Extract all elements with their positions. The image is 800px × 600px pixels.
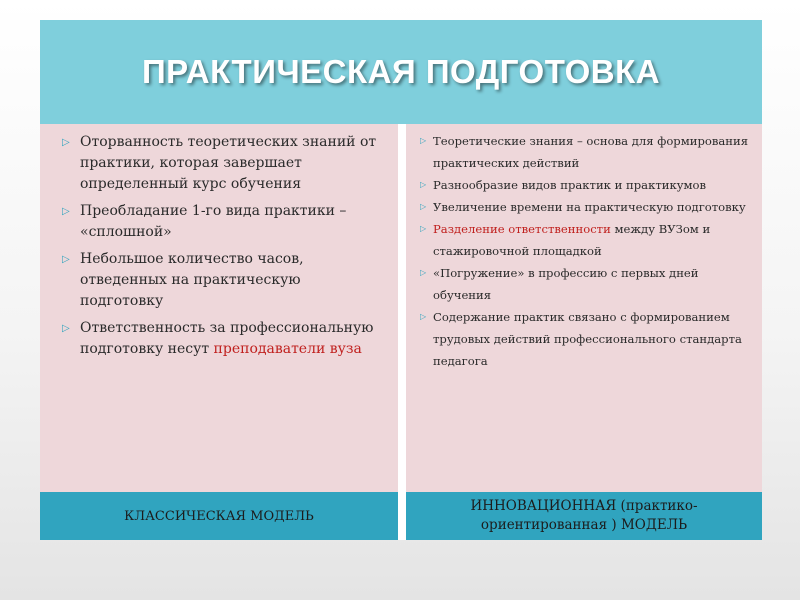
- innovative-model-label: [406, 492, 762, 540]
- list-item-text: Преобладание 1-го вида практики – «сплошной»: [80, 203, 347, 240]
- bullet-icon: ▷: [420, 312, 427, 321]
- footer-label: КЛАССИЧЕСКАЯ МОДЕЛЬ: [124, 508, 314, 524]
- list-item: [420, 262, 754, 306]
- list-item-text: Теоретические знания – основа для формирования практических действий: [433, 134, 749, 170]
- list-item-text: Ответственность за профессиональную подготовку несут: [80, 320, 374, 357]
- list-item: [420, 306, 754, 372]
- list-item-text: Небольшое количество часов, отведенных на практическую подготовку: [80, 251, 304, 309]
- list-item: [62, 249, 388, 312]
- bullet-icon: ▷: [420, 202, 427, 211]
- title-banner: [40, 20, 762, 124]
- highlighted-text: Разделение ответственности: [433, 222, 611, 236]
- list-item: [62, 132, 388, 195]
- classic-model-panel: [40, 124, 398, 492]
- list-item: [420, 196, 754, 218]
- footer-label: ИННОВАЦИОННАЯ (практико-ориентированная ) МОДЕЛЬ: [470, 498, 698, 533]
- innovative-model-list: [420, 130, 754, 372]
- highlighted-text: преподаватели вуза: [213, 341, 362, 357]
- column-divider: [398, 124, 406, 540]
- list-item-text: Увеличение времени на практическую подготовку: [433, 200, 746, 214]
- slide-title: ПРАКТИЧЕСКАЯ ПОДГОТОВКА: [141, 53, 661, 90]
- classic-model-label: [40, 492, 398, 540]
- bullet-icon: ▷: [62, 254, 70, 265]
- list-item-text: Разнообразие видов практик и практикумов: [433, 178, 707, 192]
- bullet-icon: ▷: [62, 206, 70, 217]
- list-item-text: Оторванность теоретических знаний от практики, которая завершает определенный курс обучения: [80, 134, 377, 192]
- innovative-model-panel: [406, 124, 762, 492]
- list-item: [62, 318, 388, 360]
- bullet-icon: ▷: [420, 180, 427, 189]
- list-item: [420, 218, 754, 262]
- list-item-text: между ВУЗом и стажировочной площадкой: [433, 222, 711, 258]
- list-item: [420, 174, 754, 196]
- bullet-icon: ▷: [420, 136, 427, 145]
- list-item-text: Содержание практик связано с формированием трудовых действий профессионального стандарта педагога: [433, 310, 742, 368]
- bullet-icon: ▷: [420, 268, 427, 277]
- slide: [40, 20, 762, 540]
- bullet-icon: ▷: [62, 323, 70, 334]
- list-item-text: «Погружение» в профессию с первых дней обучения: [433, 266, 699, 302]
- bullet-icon: ▷: [420, 224, 427, 233]
- list-item: [420, 130, 754, 174]
- list-item: [62, 201, 388, 243]
- classic-model-list: [62, 132, 388, 360]
- bullet-icon: ▷: [62, 137, 70, 148]
